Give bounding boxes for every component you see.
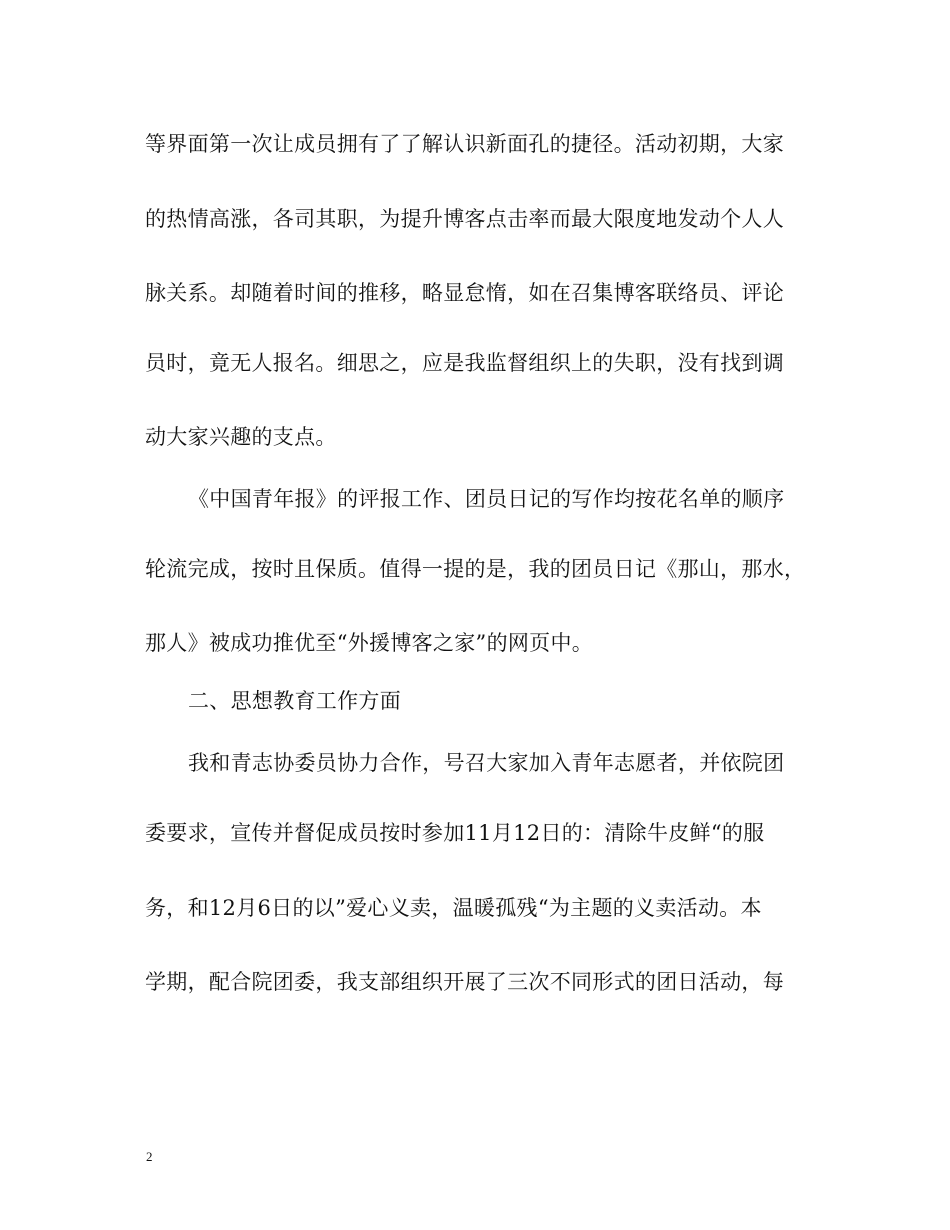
section-heading: 二、思想教育工作方面 — [188, 689, 401, 713]
text-line-5: 动大家兴趣的支点。 — [145, 425, 337, 449]
text-line-13: 学期，配合院团委，我支部组织开展了三次不同形式的团日活动，每 — [145, 970, 784, 994]
text-line-11: 委要求，宣传并督促成员按时参加11月12日的：清除牛皮鲜“的服 — [145, 821, 765, 845]
text-line-3: 脉关系。却随着时间的推移，略显怠惰，如在召集博客联络员、评论 — [145, 281, 784, 305]
text-line-10: 我和青志协委员协力合作，号召大家加入青年志愿者，并依院团 — [188, 751, 785, 775]
text-line-1: 等界面第一次让成员拥有了了解认识新面孔的捷径。活动初期，大家 — [145, 132, 784, 156]
text-line-4: 员时，竟无人报名。细思之，应是我监督组织上的失职，没有找到调 — [145, 351, 784, 375]
text-line-7: 轮流完成，按时且保质。值得一提的是，我的团员日记《那山，那水， — [145, 557, 806, 581]
page-number: 2 — [146, 1149, 153, 1164]
text-line-8: 那人》被成功推优至“外援博客之家”的网页中。 — [145, 631, 594, 655]
text-line-2: 的热情高涨，各司其职，为提升博客点击率而最大限度地发动个人人 — [145, 207, 784, 231]
text-line-12: 务，和12月6日的以”爱心义卖，温暖孤残“为主题的义卖活动。本 — [145, 896, 762, 920]
text-line-6: 《中国青年报》的评报工作、团员日记的写作均按花名单的顺序 — [188, 487, 785, 511]
